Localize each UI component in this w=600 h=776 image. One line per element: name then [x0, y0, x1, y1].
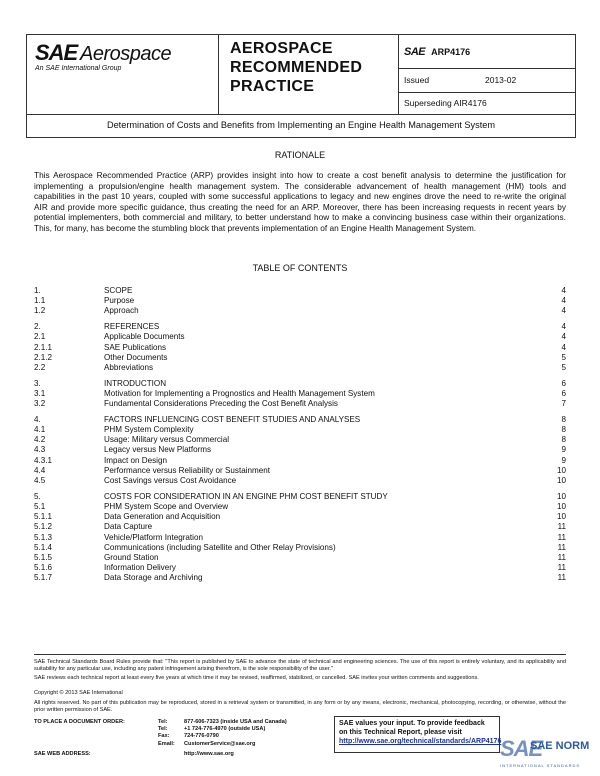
issued-date: 2013-02 — [485, 75, 517, 85]
toc-entry-number: 2.1 — [34, 332, 46, 342]
toc-entry-page: 11 — [557, 552, 566, 562]
toc-entry-page: 4 — [561, 306, 566, 316]
toc-entry-title: SCOPE — [104, 286, 133, 295]
toc-entry-title-leader — [104, 296, 552, 306]
divider — [398, 68, 576, 69]
toc-entry-title-leader — [104, 389, 552, 399]
tel-outside-usa: +1 724-776-4970 (outside USA) — [184, 726, 266, 733]
toc-entry-title-leader — [104, 466, 552, 476]
document-title: Determination of Costs and Benefits from Implementing an Engine Health Management System — [106, 120, 496, 130]
toc-entry-title-leader — [104, 343, 552, 353]
toc-entry-number: 4.2 — [34, 435, 46, 445]
toc-entry-number: 2.1.2 — [34, 352, 53, 362]
toc-entry-page: 10 — [556, 475, 566, 485]
toc-entry-page: 4 — [561, 296, 566, 306]
toc-entry[interactable] — [34, 363, 566, 373]
divider — [398, 92, 576, 93]
toc-entry-title: Vehicle/Platform Integration — [104, 532, 203, 542]
order-label: TO PLACE A DOCUMENT ORDER: — [34, 719, 125, 725]
rationale-body: This Aerospace Recommended Practice (ARP) provides insight into how to create a cost benefit analysis to determine the justification for implementing a propulsion/engine health management system. The considerable advancement of health management (HM) tools and capabilities in the past 10 years, coupled with some successful applications to legacy and new engines drove the need to re-write the original AIR and provide more specific guidance, thus creating the need for an ARP. Moreover, there has been increasing requests in recent years by potential implementers, both commercial and military, to better understand how to make a convincing business case within their organizations. This, for many, has become the stumbling block that prevents implementation of an Engine Health Management System. — [34, 170, 566, 233]
issued-label: Issued — [404, 75, 430, 85]
toc-entry-number: 2.1.1 — [34, 342, 53, 352]
superseding-text: Superseding AIR4176 — [404, 98, 487, 108]
toc-entry[interactable] — [34, 389, 566, 399]
toc-entry[interactable] — [34, 512, 566, 522]
toc-entry-number: 1.2 — [34, 306, 46, 316]
doctype-line: AEROSPACE — [230, 40, 333, 57]
toc-entry-page: 10 — [556, 501, 566, 511]
rationale-heading: RATIONALE — [274, 150, 326, 160]
toc-entry-title-leader — [104, 522, 552, 532]
toc-entry[interactable] — [34, 573, 566, 583]
toc-entry[interactable] — [34, 435, 566, 445]
toc-entry[interactable] — [34, 543, 566, 553]
toc-entry-title: PHM System Complexity — [104, 425, 194, 435]
sae-aerospace-logo — [35, 40, 213, 80]
toc-entry-page: 9 — [561, 455, 566, 465]
toc-entry-title-leader — [104, 533, 552, 543]
toc-entry[interactable] — [34, 399, 566, 409]
toc-entry-title-leader — [104, 353, 552, 363]
toc-entry-number: 5.1 — [34, 501, 46, 511]
toc-entry-title: Data Capture — [104, 522, 153, 532]
toc-entry-page: 4 — [561, 322, 566, 332]
toc-entry[interactable] — [34, 522, 566, 532]
email-label: Email: — [158, 740, 175, 747]
review-notice: SAE reviews each technical report at least every five years at which time it may be revised, reaffirmed, stabilized, or cancelled. SAE invites your written comments and suggestions. — [34, 675, 479, 681]
toc-entry-title: Cost Savings versus Cost Avoidance — [104, 475, 237, 485]
toc-entry-title: Performance versus Reliability or Sustainment — [104, 465, 270, 475]
toc-entry-title: Data Storage and Archiving — [104, 573, 203, 583]
toc-entry-number: 5.1.3 — [34, 532, 53, 542]
tel-inside-usa: 877-606-7323 (inside USA and Canada) — [184, 719, 287, 725]
toc-entry-number: 4. — [34, 414, 41, 424]
toc-entry-number: 2.2 — [34, 362, 46, 372]
toc-entry-page: 10 — [556, 465, 566, 475]
standards-notice: SAE Technical Standards Board Rules provide that: "This report is published by SAE to advance the state of technical and engineering sciences. The use of this report is entirely voluntary, and its applicability and suitability for any particular use, including any patent infringement arising therefrom, is the sole responsibility of the user." — [34, 659, 566, 672]
logo-aerospace-text: Aerospace — [80, 43, 172, 65]
toc-entry[interactable] — [34, 553, 566, 563]
toc-entry-page: 6 — [561, 388, 566, 398]
toc-entry-title-leader — [104, 563, 552, 573]
tel-label: Tel: — [158, 719, 168, 725]
web-address-link[interactable]: http://www.sae.org — [184, 751, 234, 757]
toc-entry-number: 5.1.5 — [34, 552, 53, 562]
tel-label: Tel: — [158, 726, 168, 733]
toc-entry-title: INTRODUCTION — [104, 378, 167, 388]
toc-entry[interactable] — [34, 502, 566, 512]
toc-entry-page: 8 — [561, 414, 566, 424]
toc-entry-title-leader — [104, 425, 552, 435]
logo-sae-text: SAE — [35, 40, 78, 65]
toc-entry-number: 5.1.2 — [34, 522, 53, 532]
toc-entry-title-leader — [104, 512, 552, 522]
toc-entry[interactable] — [34, 343, 566, 353]
toc-entry-title: Communications (including Satellite and Other Relay Provisions) — [104, 542, 336, 552]
toc-heading: TABLE OF CONTENTS — [252, 263, 348, 273]
sae-mini-logo: SAE — [404, 46, 426, 58]
sae-norm-logo — [500, 736, 590, 770]
toc-entry[interactable] — [34, 425, 566, 435]
toc-entry-title: Information Delivery — [104, 563, 176, 573]
toc-entry[interactable] — [34, 466, 566, 476]
email-address[interactable]: CustomerService@sae.org — [184, 740, 256, 747]
divider — [218, 35, 219, 115]
toc-entry-title-leader — [104, 399, 552, 409]
toc-entry-title: REFERENCES — [104, 322, 160, 332]
toc-entry-page: 7 — [561, 399, 566, 409]
toc-entry-title: FACTORS INFLUENCING COST BENEFIT STUDIES AND ANALYSES — [104, 414, 361, 424]
toc-entry-page: 5 — [561, 352, 566, 362]
norm-logo-sae: SAE — [500, 736, 543, 761]
web-address-label: SAE WEB ADDRESS: — [34, 751, 91, 757]
toc-entry[interactable] — [34, 456, 566, 466]
toc-entry[interactable] — [34, 332, 566, 342]
toc-entry-page: 11 — [557, 522, 566, 532]
toc-entry-title: Applicable Documents — [104, 332, 185, 342]
toc-entry-title-leader — [104, 456, 552, 466]
toc-entry-title-leader — [104, 363, 552, 373]
toc-entry-page: 4 — [561, 342, 566, 352]
toc-entry-title: PHM System Scope and Overview — [104, 501, 229, 511]
toc-entry-title-leader — [104, 306, 552, 316]
doc-number-text: ARP4176 — [431, 47, 471, 57]
toc-entry-page: 4 — [561, 286, 566, 295]
toc-entry-page: 8 — [561, 435, 566, 445]
toc-entry-title: COSTS FOR CONSIDERATION IN AN ENGINE PHM COST BENEFIT STUDY — [104, 491, 388, 501]
toc-entry-title: Fundamental Considerations Preceding the Cost Benefit Analysis — [104, 399, 338, 409]
toc-entry[interactable] — [34, 533, 566, 543]
toc-entry-page: 11 — [557, 542, 566, 552]
toc-entry-title-leader — [104, 322, 552, 332]
toc-entry-title-leader — [104, 332, 552, 342]
toc-entry-title-leader — [104, 435, 552, 445]
feedback-text: on this Technical Report, please visit — [339, 729, 462, 736]
toc-entry[interactable] — [34, 296, 566, 306]
feedback-text: SAE values your input. To provide feedback — [339, 720, 485, 727]
toc-entry-number: 3.2 — [34, 399, 46, 409]
toc-entry[interactable] — [34, 415, 566, 425]
fax-label: Fax: — [158, 733, 170, 740]
logo-group-text: An SAE International Group — [35, 65, 122, 72]
divider — [398, 35, 399, 115]
toc-entry-number: 4.1 — [34, 425, 46, 435]
toc-entry-title-leader — [104, 502, 552, 512]
toc-entry-title-leader — [104, 445, 552, 455]
toc-entry-number: 2. — [34, 322, 41, 332]
toc-entry-page: 11 — [557, 573, 566, 583]
toc-entry-title: Legacy versus New Platforms — [104, 445, 212, 455]
toc-entry-page: 4 — [561, 332, 566, 342]
rights-notice: All rights reserved. No part of this publication may be reproduced, stored in a retrieval system or transmitted, in any form or by any means, electronic, mechanical, photocopying, recording, or otherwise, without the prior written permission of SAE. — [34, 700, 566, 713]
toc-entry[interactable] — [34, 492, 566, 502]
toc-entry-title: Ground Station — [104, 552, 159, 562]
toc-entry-title-leader — [104, 492, 552, 502]
toc-entry-title: Purpose — [104, 296, 135, 306]
document-type — [230, 39, 395, 96]
toc-entry-page: 9 — [561, 445, 566, 455]
toc-entry-title-leader — [104, 286, 552, 296]
document-title-box — [26, 115, 576, 138]
fax-number: 724-776-0790 — [184, 733, 219, 740]
toc-entry[interactable] — [34, 306, 566, 316]
toc-entry-title-leader — [104, 379, 552, 389]
toc-entry-title: Other Documents — [104, 352, 168, 362]
toc-entry[interactable] — [34, 286, 566, 296]
toc-entry[interactable] — [34, 322, 566, 332]
toc-entry-number: 5.1.1 — [34, 512, 53, 522]
toc-entry-number: 3.1 — [34, 388, 46, 398]
toc-entry[interactable] — [34, 379, 566, 389]
footer-divider — [34, 654, 566, 655]
toc-entry-title: Data Generation and Acquisition — [104, 512, 221, 522]
toc-entry-title: Impact on Design — [104, 455, 167, 465]
toc-entry-title: Approach — [104, 306, 139, 316]
toc-entry-page: 11 — [557, 563, 566, 573]
toc-entry-title: Abbreviations — [104, 362, 154, 372]
toc-entry-page: 11 — [557, 532, 566, 542]
toc-entry-number: 4.5 — [34, 475, 46, 485]
toc-entry-title: Motivation for Implementing a Prognostics and Health Management System — [104, 388, 375, 398]
toc-entry-number: 5. — [34, 491, 41, 501]
toc-entry-number: 4.3 — [34, 445, 46, 455]
toc-entry[interactable] — [34, 476, 566, 486]
toc-entry-page: 6 — [561, 378, 566, 388]
table-of-contents — [34, 286, 566, 583]
toc-entry-title-leader — [104, 476, 552, 486]
toc-entry[interactable] — [34, 563, 566, 573]
toc-entry-page: 10 — [556, 512, 566, 522]
toc-entry-title: Usage: Military versus Commercial — [104, 435, 230, 445]
feedback-link[interactable]: http://www.sae.org/technical/standards/ARP4176 — [339, 738, 502, 745]
toc-entry-number: 3. — [34, 378, 41, 388]
toc-entry-title-leader — [104, 415, 552, 425]
toc-entry-page: 5 — [561, 362, 566, 372]
toc-entry-page: 10 — [556, 491, 566, 501]
header-box — [26, 34, 576, 115]
toc-entry[interactable] — [34, 353, 566, 363]
toc-entry-page: 8 — [561, 425, 566, 435]
toc-entry-number: 5.1.6 — [34, 563, 53, 573]
norm-logo-text: SAE NORM — [530, 740, 590, 752]
toc-entry-number: 5.1.4 — [34, 542, 53, 552]
doctype-line: PRACTICE — [230, 78, 315, 95]
toc-entry-title-leader — [104, 543, 552, 553]
toc-entry-title-leader — [104, 553, 552, 563]
norm-logo-subtext: INTERNATIONAL STANDARDS — [500, 763, 581, 768]
toc-entry-number: 4.3.1 — [34, 455, 53, 465]
toc-entry-number: 5.1.7 — [34, 573, 53, 583]
toc-entry-number: 1.1 — [34, 296, 46, 306]
document-number — [404, 46, 470, 58]
toc-entry[interactable] — [34, 445, 566, 455]
toc-entry-title-leader — [104, 573, 552, 583]
toc-entry-title: SAE Publications — [104, 342, 167, 352]
feedback-box — [334, 716, 500, 753]
doctype-line: RECOMMENDED — [230, 59, 363, 76]
toc-entry-number: 1. — [34, 286, 41, 295]
copyright-text: Copyright © 2013 SAE International — [34, 690, 123, 696]
toc-entry-number: 4.4 — [34, 465, 46, 475]
